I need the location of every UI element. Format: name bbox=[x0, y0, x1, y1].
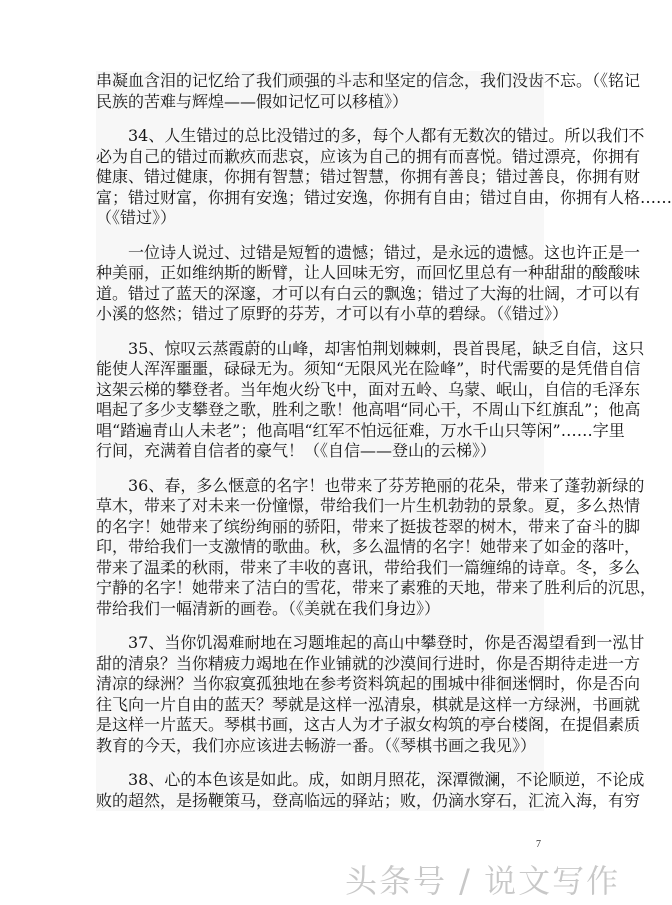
paragraph bbox=[96, 633, 645, 756]
text-line: 38、心的本色该是如此。成，如朗月照花，深潭微澜，不论顺逆，不论成 bbox=[128, 770, 645, 789]
text-line: 种美丽，正如维纳斯的断臂，让人回味无穷，而回忆里总有一种甜甜的酸酸味 bbox=[96, 263, 641, 282]
document-page bbox=[96, 71, 672, 811]
text-line: 36、春，多么惬意的名字！也带来了芬芳艳丽的花朵，带来了蓬勃新绿的 bbox=[128, 475, 645, 495]
paragraph bbox=[96, 338, 645, 462]
text-line: 富；错过财富，你拥有安逸；错过安逸，你拥有自由；错过自由，你拥有人格…… bbox=[96, 187, 672, 207]
text-line: 必为自己的错过而歉疚而悲哀，应该为自己的拥有而喜悦。错过漂亮，你拥有 bbox=[96, 146, 641, 166]
text-line: 这架云梯的攀登者。当年炮火纷飞中，面对五岭、乌蒙、岷山，自信的毛泽东 bbox=[96, 379, 641, 399]
paragraph bbox=[96, 242, 641, 325]
paragraph bbox=[96, 770, 645, 811]
text-line: 一位诗人说过、过错是短暂的遗憾；错过，是永远的遗憾。这也许正是一 bbox=[128, 242, 641, 262]
watermark: 头条号 / 说文写作 bbox=[345, 862, 621, 900]
text-line: 健康、错过健康，你拥有智慧；错过智慧，你拥有善良；错过善良，你拥有财 bbox=[96, 167, 641, 186]
text-line: 串凝血含泪的记忆给了我们顽强的斗志和坚定的信念，我们没齿不忘。（《铭记 bbox=[96, 71, 641, 90]
paragraph bbox=[96, 71, 641, 112]
text-line: 清凉的绿洲？当你寂寞孤独地在参考资料筑起的围城中徘徊迷惘时，你是否向 bbox=[96, 674, 641, 693]
text-line: 小溪的悠然；错过了原野的芬芳，才可以有小草的碧绿。（《错过》） bbox=[96, 304, 569, 323]
text-line: 行间，充满着自信者的豪气！（《自信——登山的云梯》） bbox=[96, 441, 497, 460]
text-line: 宁静的名字！她带来了洁白的雪花，带来了素雅的天地，带来了胜利后的沉思， bbox=[96, 578, 657, 597]
text-line: 带来了温柔的秋雨，带来了丰收的喜讯，带给我们一篇缠绵的诗章。冬，多么 bbox=[96, 557, 641, 577]
text-line: 唱“踏遍青山人未老”；他高唱“红军不怕远征难，万水千山只等闲”……字里 bbox=[96, 420, 625, 440]
text-line: （《错过》） bbox=[96, 208, 177, 227]
text-line: 草木，带来了对未来一份憧憬，带给我们一片生机勃勃的景象。夏，多么热情 bbox=[96, 496, 641, 515]
text-line: 道。错过了蓝天的深邃，才可以有白云的飘逸；错过了大海的壮阔，才可以有 bbox=[96, 283, 641, 303]
text-line: 教育的今天，我们亦应该进去畅游一番。（《琴棋书画之我见》） bbox=[96, 735, 537, 755]
paragraph bbox=[96, 126, 672, 229]
text-line: 民族的苦难与辉煌——假如记忆可以移植》） bbox=[96, 91, 409, 111]
text-line: 能使人浑浑噩噩，碌碌无为。须知“无限风光在险峰”，时代需要的是凭借自信 bbox=[96, 359, 641, 378]
text-line: 35、惊叹云蒸霞蔚的山峰，却害怕荆划棘刺，畏首畏尾，缺乏自信，这只 bbox=[128, 338, 645, 358]
page-number: 7 bbox=[536, 839, 541, 850]
text-line: 37、当你饥渴难耐地在习题堆起的高山中攀登时，你是否渴望看到一泓甘 bbox=[128, 633, 645, 652]
text-line: 败的超然，是扬鞭策马，登高临远的驿站；败，仍滴水穿石，汇流入海，有穷 bbox=[96, 790, 641, 810]
text-line: 的名字！她带来了缤纷绚丽的骄阳，带来了挺拔苍翠的树木，带来了奋斗的脚 bbox=[96, 516, 641, 536]
text-line: 往飞向一片自由的蓝天？琴就是这样一泓清泉，棋就是这样一方绿洲，书画就 bbox=[96, 694, 641, 714]
text-line: 是这样一片蓝天。琴棋书画，这古人为才子淑女构筑的亭台楼阁，在提倡素质 bbox=[96, 715, 641, 734]
text-line: 唱起了多少支攀登之歌，胜利之歌！他高唱“同心干，不周山下红旗乱”；他高 bbox=[96, 400, 641, 419]
paragraph bbox=[96, 475, 657, 620]
text-line: 34、人生错过的总比没错过的多，每个人都有无数次的错过。所以我们不 bbox=[128, 126, 645, 145]
text-line: 甜的清泉？当你精疲力竭地在作业铺就的沙漠间行进时，你是否期待走进一方 bbox=[96, 653, 641, 673]
text-line: 带给我们一幅清新的画卷。（《美就在我们身边》） bbox=[96, 598, 441, 618]
text-line: 印，带给我们一支激情的歌曲。秋，多么温情的名字！她带来了如金的落叶， bbox=[96, 537, 641, 556]
